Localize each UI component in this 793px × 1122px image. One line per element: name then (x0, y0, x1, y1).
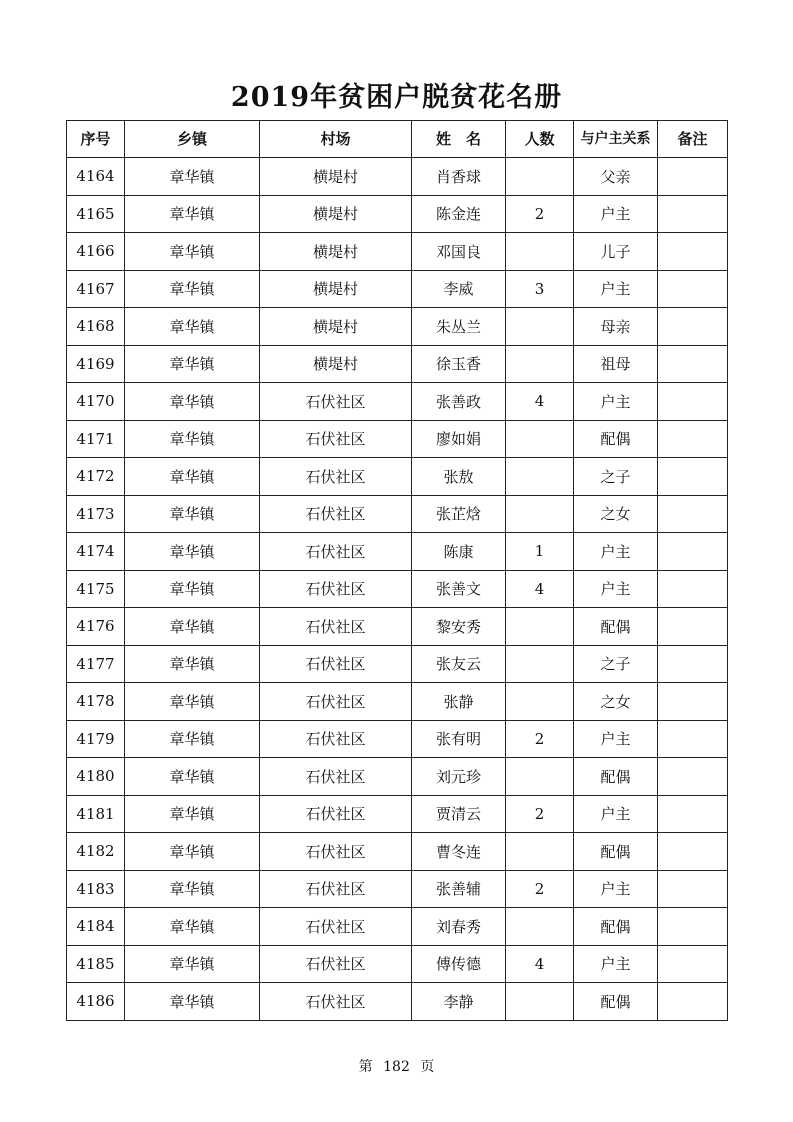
table-row (67, 345, 728, 383)
cell-name: 张敖 (412, 458, 506, 496)
table-row (67, 458, 728, 496)
cell-town: 章华镇 (125, 233, 260, 271)
cell-relation: 之女 (574, 683, 658, 721)
table-body (67, 158, 728, 1021)
cell-count (506, 833, 574, 871)
cell-seq: 4184 (67, 908, 125, 946)
cell-village: 石伏社区 (260, 795, 412, 833)
cell-seq: 4183 (67, 870, 125, 908)
table-row (67, 570, 728, 608)
cell-relation: 户主 (574, 195, 658, 233)
cell-seq: 4180 (67, 758, 125, 796)
cell-seq: 4171 (67, 420, 125, 458)
cell-name: 张善辅 (412, 870, 506, 908)
cell-count: 4 (506, 570, 574, 608)
cell-name: 廖如娟 (412, 420, 506, 458)
header-note: 备注 (658, 121, 728, 158)
document-title: 2019年贫困户脱贫花名册 (230, 82, 563, 113)
cell-note (658, 983, 728, 1021)
cell-relation: 户主 (574, 720, 658, 758)
cell-note (658, 608, 728, 646)
cell-relation: 配偶 (574, 908, 658, 946)
cell-relation: 之子 (574, 645, 658, 683)
page-footer (0, 1056, 793, 1076)
table-row (67, 870, 728, 908)
cell-note (658, 270, 728, 308)
cell-note (658, 570, 728, 608)
page-number: 182 (383, 1059, 410, 1075)
cell-village: 石伏社区 (260, 870, 412, 908)
cell-seq: 4175 (67, 570, 125, 608)
cell-seq: 4182 (67, 833, 125, 871)
cell-seq: 4179 (67, 720, 125, 758)
cell-town: 章华镇 (125, 983, 260, 1021)
cell-village: 石伏社区 (260, 720, 412, 758)
cell-count: 2 (506, 195, 574, 233)
cell-note (658, 308, 728, 346)
table-row (67, 420, 728, 458)
cell-name: 曹冬连 (412, 833, 506, 871)
cell-seq: 4167 (67, 270, 125, 308)
cell-name: 张芷焓 (412, 495, 506, 533)
cell-town: 章华镇 (125, 308, 260, 346)
cell-count (506, 420, 574, 458)
cell-town: 章华镇 (125, 533, 260, 571)
cell-village: 石伏社区 (260, 645, 412, 683)
cell-town: 章华镇 (125, 720, 260, 758)
cell-town: 章华镇 (125, 870, 260, 908)
cell-note (658, 495, 728, 533)
cell-count: 3 (506, 270, 574, 308)
cell-town: 章华镇 (125, 608, 260, 646)
cell-note (658, 683, 728, 721)
cell-town: 章华镇 (125, 645, 260, 683)
cell-village: 横堤村 (260, 195, 412, 233)
cell-town: 章华镇 (125, 570, 260, 608)
cell-village: 石伏社区 (260, 420, 412, 458)
cell-note (658, 195, 728, 233)
cell-village: 横堤村 (260, 270, 412, 308)
cell-village: 石伏社区 (260, 758, 412, 796)
cell-seq: 4166 (67, 233, 125, 271)
cell-relation: 配偶 (574, 420, 658, 458)
cell-seq: 4176 (67, 608, 125, 646)
cell-relation: 户主 (574, 533, 658, 571)
cell-count (506, 608, 574, 646)
cell-count (506, 495, 574, 533)
cell-name: 刘春秀 (412, 908, 506, 946)
cell-count (506, 983, 574, 1021)
cell-relation: 户主 (574, 945, 658, 983)
cell-seq: 4168 (67, 308, 125, 346)
cell-village: 石伏社区 (260, 908, 412, 946)
cell-name: 邓国良 (412, 233, 506, 271)
cell-relation: 配偶 (574, 833, 658, 871)
cell-seq: 4185 (67, 945, 125, 983)
cell-note (658, 945, 728, 983)
cell-relation: 配偶 (574, 983, 658, 1021)
cell-relation: 祖母 (574, 345, 658, 383)
cell-note (658, 833, 728, 871)
cell-count (506, 158, 574, 196)
cell-village: 石伏社区 (260, 983, 412, 1021)
cell-count (506, 345, 574, 383)
table-row (67, 308, 728, 346)
cell-note (658, 233, 728, 271)
cell-name: 张善政 (412, 383, 506, 421)
cell-note (658, 720, 728, 758)
cell-seq: 4177 (67, 645, 125, 683)
cell-relation: 户主 (574, 870, 658, 908)
table-row (67, 608, 728, 646)
cell-seq: 4172 (67, 458, 125, 496)
cell-village: 石伏社区 (260, 683, 412, 721)
table-row (67, 383, 728, 421)
cell-village: 横堤村 (260, 158, 412, 196)
cell-relation: 配偶 (574, 758, 658, 796)
cell-town: 章华镇 (125, 195, 260, 233)
cell-town: 章华镇 (125, 758, 260, 796)
cell-name: 贾清云 (412, 795, 506, 833)
cell-count (506, 758, 574, 796)
table-row (67, 495, 728, 533)
cell-village: 横堤村 (260, 233, 412, 271)
cell-seq: 4170 (67, 383, 125, 421)
table-row (67, 720, 728, 758)
table-row (67, 908, 728, 946)
cell-relation: 父亲 (574, 158, 658, 196)
cell-note (658, 533, 728, 571)
cell-name: 徐玉香 (412, 345, 506, 383)
header-town: 乡镇 (125, 121, 260, 158)
cell-town: 章华镇 (125, 345, 260, 383)
cell-name: 张友云 (412, 645, 506, 683)
roster-table (66, 120, 728, 1021)
cell-town: 章华镇 (125, 795, 260, 833)
cell-relation: 之女 (574, 495, 658, 533)
cell-name: 李威 (412, 270, 506, 308)
cell-town: 章华镇 (125, 945, 260, 983)
cell-note (658, 345, 728, 383)
cell-note (658, 383, 728, 421)
cell-village: 石伏社区 (260, 608, 412, 646)
cell-name: 朱丛兰 (412, 308, 506, 346)
header-count: 人数 (506, 121, 574, 158)
header-name: 姓 名 (412, 121, 506, 158)
table-row (67, 795, 728, 833)
cell-name: 陈金连 (412, 195, 506, 233)
cell-note (658, 758, 728, 796)
cell-town: 章华镇 (125, 908, 260, 946)
cell-village: 石伏社区 (260, 458, 412, 496)
table-row (67, 758, 728, 796)
cell-seq: 4178 (67, 683, 125, 721)
cell-village: 石伏社区 (260, 495, 412, 533)
cell-relation: 配偶 (574, 608, 658, 646)
table-row (67, 158, 728, 196)
cell-count: 1 (506, 533, 574, 571)
header-seq: 序号 (67, 121, 125, 158)
table-row (67, 945, 728, 983)
cell-note (658, 908, 728, 946)
cell-village: 石伏社区 (260, 945, 412, 983)
cell-relation: 户主 (574, 795, 658, 833)
cell-village: 石伏社区 (260, 383, 412, 421)
cell-town: 章华镇 (125, 495, 260, 533)
cell-town: 章华镇 (125, 833, 260, 871)
cell-name: 李静 (412, 983, 506, 1021)
table-row (67, 195, 728, 233)
cell-relation: 户主 (574, 383, 658, 421)
cell-town: 章华镇 (125, 270, 260, 308)
cell-seq: 4186 (67, 983, 125, 1021)
cell-relation: 户主 (574, 270, 658, 308)
cell-town: 章华镇 (125, 383, 260, 421)
cell-count (506, 458, 574, 496)
cell-name: 傅传德 (412, 945, 506, 983)
cell-count: 4 (506, 383, 574, 421)
cell-village: 石伏社区 (260, 833, 412, 871)
header-village: 村场 (260, 121, 412, 158)
cell-count (506, 645, 574, 683)
cell-seq: 4181 (67, 795, 125, 833)
cell-count: 2 (506, 720, 574, 758)
cell-relation: 儿子 (574, 233, 658, 271)
cell-name: 张静 (412, 683, 506, 721)
table-row (67, 533, 728, 571)
cell-count (506, 233, 574, 271)
cell-name: 陈康 (412, 533, 506, 571)
header-row (67, 121, 728, 158)
table-row (67, 683, 728, 721)
cell-name: 刘元珍 (412, 758, 506, 796)
cell-relation: 之子 (574, 458, 658, 496)
cell-seq: 4165 (67, 195, 125, 233)
table-row (67, 233, 728, 271)
page-suffix: 页 (420, 1059, 435, 1075)
page-prefix: 第 (358, 1059, 373, 1075)
cell-village: 横堤村 (260, 345, 412, 383)
cell-relation: 户主 (574, 570, 658, 608)
cell-note (658, 870, 728, 908)
cell-town: 章华镇 (125, 683, 260, 721)
cell-seq: 4169 (67, 345, 125, 383)
cell-town: 章华镇 (125, 458, 260, 496)
table-row (67, 983, 728, 1021)
cell-count (506, 308, 574, 346)
header-relation: 与户主关系 (574, 121, 658, 158)
cell-name: 肖香球 (412, 158, 506, 196)
cell-note (658, 420, 728, 458)
cell-note (658, 795, 728, 833)
cell-count: 4 (506, 945, 574, 983)
cell-note (658, 645, 728, 683)
cell-relation: 母亲 (574, 308, 658, 346)
cell-name: 张有明 (412, 720, 506, 758)
cell-town: 章华镇 (125, 420, 260, 458)
cell-count (506, 908, 574, 946)
cell-seq: 4173 (67, 495, 125, 533)
table-header (67, 121, 728, 158)
cell-note (658, 158, 728, 196)
cell-count: 2 (506, 870, 574, 908)
cell-town: 章华镇 (125, 158, 260, 196)
cell-seq: 4174 (67, 533, 125, 571)
table-row (67, 270, 728, 308)
cell-name: 张善文 (412, 570, 506, 608)
cell-count (506, 683, 574, 721)
table-row (67, 833, 728, 871)
cell-village: 横堤村 (260, 308, 412, 346)
cell-seq: 4164 (67, 158, 125, 196)
cell-note (658, 458, 728, 496)
cell-village: 石伏社区 (260, 533, 412, 571)
cell-village: 石伏社区 (260, 570, 412, 608)
cell-count: 2 (506, 795, 574, 833)
table-row (67, 645, 728, 683)
cell-name: 黎安秀 (412, 608, 506, 646)
